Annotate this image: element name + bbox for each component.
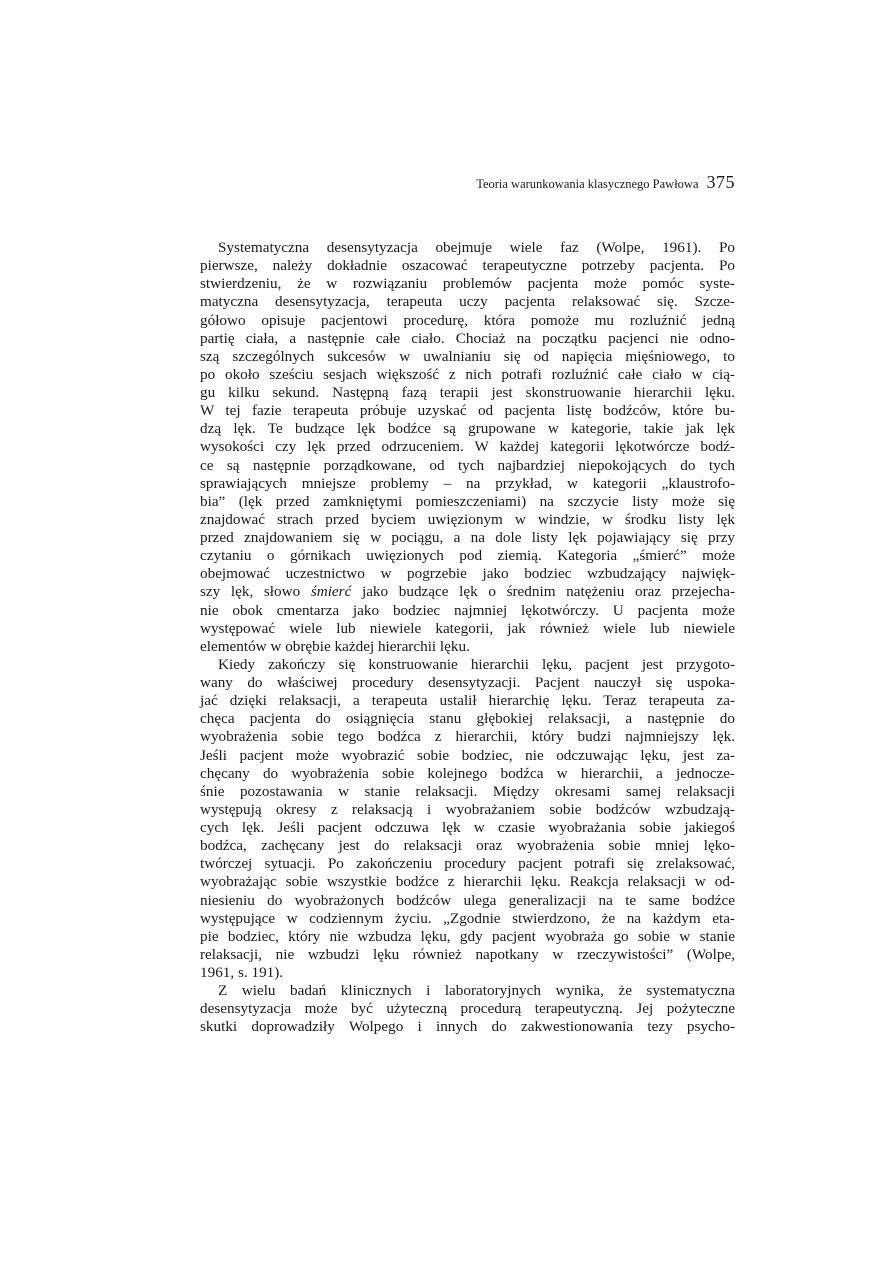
paragraph: [200, 239, 735, 656]
text-line: sprawiających mniejsze problemy – na przykład, w kategorii „klaustrofo-: [200, 474, 735, 492]
text-line: elementów w obrębie każdej hierarchii lęku.: [200, 637, 470, 655]
text-line: Jeśli pacjent może wyobrazić sobie bodziec, nie odczuwając lęku, jest za-: [200, 746, 735, 764]
text-line: cych lęk. Jeśli pacjent odczuwa lęk w czasie wyobrażania sobie jakiegoś: [200, 819, 735, 836]
text-line: bodźca, zachęcany jest do relaksacji oraz wyobrażenia sobie mniej lęko-: [200, 837, 735, 855]
text-line: występują okresy z relaksacją i wyobrażaniem sobie bodźców wzbudzają-: [200, 800, 735, 818]
text-line: chęca pacjenta do osiągnięcia stanu głębokiej relaksacji, a następnie do: [200, 710, 735, 728]
text-line: występujące w codziennym życiu. „Zgodnie stwierdzono, że na każdym eta-: [200, 909, 735, 927]
text-line: dzą lęk. Te budzące lęk bodźce są grupowane w kategorie, takie jak lęk: [200, 420, 735, 438]
text-line: śnie pozostawania w stanie relaksacji. Między okresami samej relaksacji: [200, 782, 735, 800]
text-line: znajdować strach przed byciem uwięzionym w windzie, w środku listy lęk: [200, 510, 735, 528]
text-line: matyczna desensytyzacja, terapeuta uczy pacjenta relaksować się. Szcze-: [200, 293, 735, 311]
paragraph: [200, 982, 735, 1036]
text-line: czytaniu o górnikach uwięzionych pod ziemią. Kategoria „śmierć” może: [200, 547, 735, 565]
text-line: partię ciała, a następnie całe ciało. Chociaż na początku pacjenci nie odno-: [200, 329, 735, 347]
text-line: W tej fazie terapeuta próbuje uzyskać od pacjenta listę bodźców, które bu-: [200, 402, 735, 420]
text-line: Systematyczna desensytyzacja obejmuje wiele faz (Wolpe, 1961). Po: [218, 239, 735, 256]
text-line: wyobrażenia sobie tego bodźca z hierarchii, który budzi najmniejszy lęk.: [200, 728, 735, 746]
text-line: wysokości czy lęk przed odrzuceniem. W każdej kategorii lękotwórcze bodź-: [200, 438, 735, 456]
text-line: Kiedy zakończy się konstruowanie hierarchii lęku, pacjent jest przygoto-: [218, 655, 735, 673]
paragraph: [200, 656, 735, 982]
text-line: gółowo opisuje pacjentowi procedurę, która pomoże mu rozluźnić jedną: [200, 311, 735, 329]
text-line: szą szczególnych sukcesów w uwalnianiu się od napięcia mięśniowego, to: [200, 347, 735, 365]
text-line: [200, 583, 735, 601]
running-head-title: Teoria warunkowania klasycznego Pawłowa: [476, 177, 699, 191]
running-head: [476, 172, 735, 193]
text-line: twórczej sytuacji. Po zakończeniu procedury pacjent potrafi się zrelaksować,: [200, 855, 735, 873]
text-line: desensytyzacja może być użyteczną procedurą terapeutyczną. Jej pożyteczne: [200, 1000, 735, 1018]
text-line: Z wielu badań klinicznych i laboratoryjnych wynika, że systematyczna: [218, 982, 735, 1000]
text-line: niesieniu do wyobrażonych bodźców ulega generalizacji na te same bodźce: [200, 891, 735, 909]
text-line: jać dzięki relaksacji, a terapeuta ustalił hierarchię lęku. Teraz terapeuta za-: [200, 692, 735, 710]
text-line: nie obok cmentarza jako bodziec najmniej lękotwórczy. U pacjenta może: [200, 601, 735, 619]
text-line: występować wiele lub niewiele kategorii, jak również wiele lub niewiele: [200, 619, 735, 637]
body-text: [200, 239, 735, 1037]
text-line: wyobrażając sobie wszystkie bodźce z hierarchii lęku. Reakcja relaksacji w od-: [200, 873, 735, 891]
text-line: po około sześciu sesjach większość z nich potrafi rozluźnić całe ciało w cią-: [200, 365, 735, 383]
text-line: relaksacji, nie wzbudzi lęku również napotkany w rzeczywistości” (Wolpe,: [200, 945, 735, 963]
text-line: ce są następnie porządkowane, od tych najbardziej niepokojących do tych: [200, 456, 735, 474]
text-line: pie bodziec, który nie wzbudza lęku, gdy pacjent wyobraża go sobie w stanie: [200, 927, 735, 945]
text-line: przed znajdowaniem się w pociągu, a na dole listy lęk pojawiający się przy: [200, 529, 735, 546]
page-number: 375: [706, 172, 735, 192]
text-line: wany do właściwej procedury desensytyzacji. Pacjent nauczył się uspoka-: [200, 674, 735, 691]
text-line: chęcany do wyobrażenia sobie kolejnego bodźca w hierarchii, a jednocze-: [200, 764, 735, 782]
text-segment: jako budzące lęk o średnim natężeniu oraz przejecha-: [351, 583, 736, 601]
text-line: pierwsze, należy dokładnie oszacować terapeutyczne potrzeby pacjenta. Po: [200, 257, 735, 275]
text-line: skutki doprowadziły Wolpego i innych do zakwestionowania tezy psycho-: [200, 1018, 735, 1036]
text-line: stwierdzeniu, że w rozwiązaniu problemów pacjenta może pomóc syste-: [200, 275, 735, 293]
text-segment: szy lęk, słowo: [200, 583, 311, 601]
italic-term: śmierć: [310, 583, 352, 601]
text-line: obejmować uczestnictwo w pogrzebie jako bodziec wzbudzający najwięk-: [200, 565, 735, 583]
text-line: gu kilku sekund. Następną fazą terapii jest skonstruowanie hierarchii lęku.: [200, 384, 735, 401]
text-line: 1961, s. 191).: [200, 964, 284, 981]
text-line: bia” (lęk przed zamkniętymi pomieszczeniami) na szczycie listy może się: [200, 492, 735, 510]
